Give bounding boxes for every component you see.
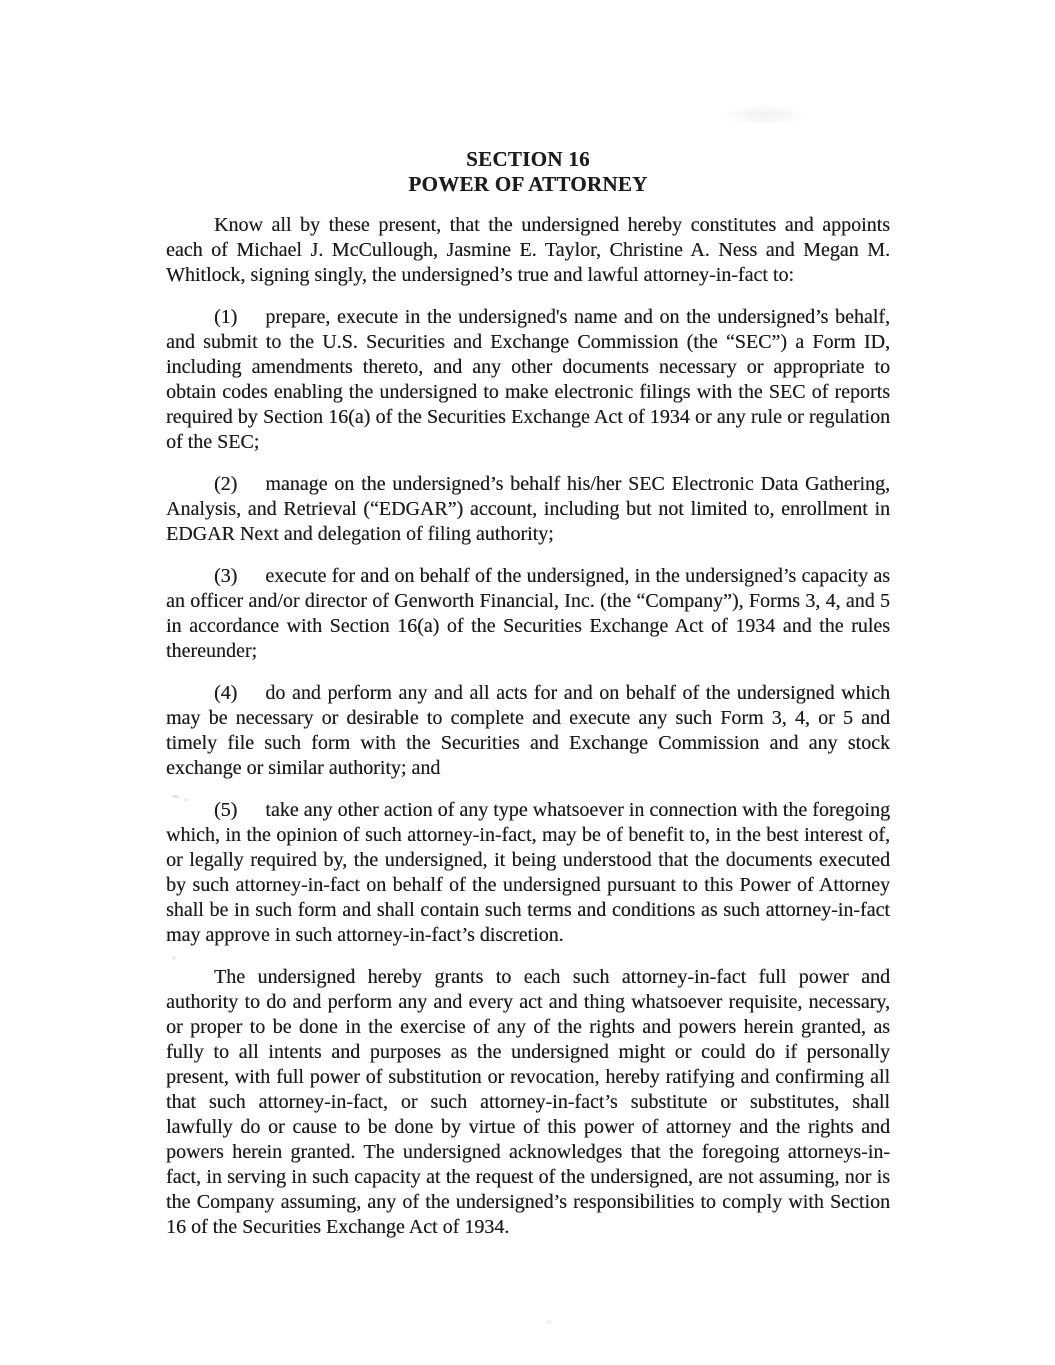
clause-4-number: (4) [214, 682, 238, 704]
clause-5-text: take any other action of any type whatsoever in connection with the foregoing which, in the opinion of such attorney-in-fact, may be of benefit to, in the best interest of, or legally required by, the undersigned, it being understood that the documents executed by such attorney-in-fact on behalf of the undersigned pursuant to this Power of Attorney shall be in such form and shall contain such terms and conditions as such attorney-in-fact may approve in such attorney-in-fact’s discretion. [166, 799, 890, 946]
closing-paragraph: The undersigned hereby grants to each such attorney-in-fact full power and authority to do and perform any and every act and thing whatsoever requisite, necessary, or proper to be done in the exercise of any of the rights and powers herein granted, as fully to all intents and purposes as the undersigned might or could do if personally present, with full power of substitution or revocation, hereby ratifying and confirming all that such attorney-in-fact, or such attorney-in-fact’s substitute or substitutes, shall lawfully do or cause to be done by virtue of this power of attorney and the rights and powers herein granted. The undersigned acknowledges that the foregoing attorneys-in-fact, in serving in such capacity at the request of the undersigned, are not assuming, nor is the Company assuming, any of the undersigned’s responsibilities to comply with Section 16 of the Securities Exchange Act of 1934. [166, 966, 890, 1238]
heading-line-document-title: POWER OF ATTORNEY [408, 172, 648, 196]
clause-4-paragraph [166, 681, 890, 781]
clause-3-text: execute for and on behalf of the undersigned, in the undersigned’s capacity as an officer and/or director of Genworth Financial, Inc. (the “Company”), Forms 3, 4, and 5 in accordance with Section 16(a) of the Securities Exchange Act of 1934 and the rules thereunder; [166, 565, 890, 662]
heading-line-section-number: SECTION 16 [466, 147, 590, 171]
clause-2-text: manage on the undersigned’s behalf his/her SEC Electronic Data Gathering, Analysis, and Retrieval (“EDGAR”) account, including but not limited to, enrollment in EDGAR Next and delegation of filing authority; [166, 473, 890, 545]
scan-artifact [546, 1320, 552, 1324]
clause-5-paragraph [166, 798, 890, 948]
document-body [166, 147, 890, 1240]
clause-5-number: (5) [214, 799, 238, 821]
intro-paragraph: Know all by these present, that the undersigned hereby constitutes and appoints each of Michael J. McCullough, Jasmine E. Taylor, Christine A. Ness and Megan M. Whitlock, signing singly, the undersigned’s true and lawful attorney-in-fact to: [166, 214, 890, 286]
clause-1-paragraph [166, 305, 890, 455]
clause-3-number: (3) [214, 565, 238, 587]
clause-2-paragraph [166, 472, 890, 547]
clause-3-paragraph [166, 564, 890, 664]
clause-1-number: (1) [214, 306, 238, 328]
clause-1-text: prepare, execute in the undersigned's name and on the undersigned’s behalf, and submit to the U.S. Securities and Exchange Commission (the “SEC”) a Form ID, including amendments thereto, and any other documents necessary or appropriate to obtain codes enabling the undersigned to make electronic filings with the SEC of reports required by Section 16(a) of the Securities Exchange Act of 1934 or any rule or regulation of the SEC; [166, 306, 890, 453]
scan-smudge [720, 104, 810, 126]
section-heading [166, 147, 890, 197]
clause-4-text: do and perform any and all acts for and on behalf of the undersigned which may be necessary or desirable to complete and execute any such Form 3, 4, or 5 and timely file such form with the Securities and Exchange Commission and any stock exchange or similar authority; and [166, 682, 890, 779]
clause-2-number: (2) [214, 473, 238, 495]
